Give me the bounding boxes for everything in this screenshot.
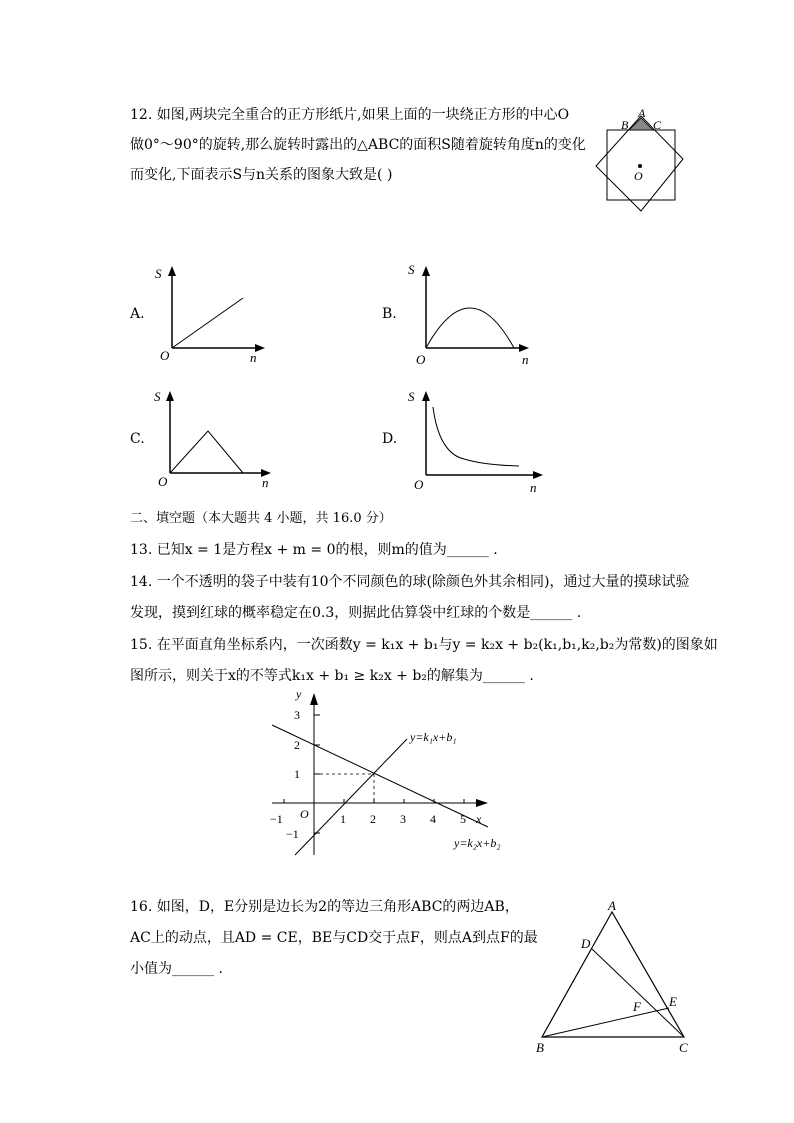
label-B: B — [621, 118, 629, 132]
svg-text:S: S — [154, 389, 161, 404]
option-c-label: C. — [130, 431, 145, 447]
q12-squares-figure — [590, 104, 694, 216]
q16-line-2: AC上的动点，且AD = CE，BE与CD交于点F，则点A到点F的最 — [130, 930, 538, 946]
segment-be — [542, 1008, 669, 1037]
svg-text:F: F — [633, 999, 641, 1014]
option-d-label: D. — [382, 431, 398, 447]
label-O: O — [634, 169, 643, 183]
svg-text:E: E — [669, 994, 677, 1009]
q16-line-1: 16. 如图，D，E分别是边长为2的等边三角形ABC的两边AB， — [130, 899, 519, 915]
svg-text:3: 3 — [400, 812, 406, 826]
svg-text:D: D — [581, 936, 591, 951]
svg-text:y: y — [296, 687, 302, 701]
svg-text:y=k₁x+b₁: y=k₁x+b₁ — [410, 730, 457, 744]
center-point — [638, 164, 642, 168]
svg-text:O: O — [158, 474, 168, 489]
svg-text:C: C — [679, 1040, 688, 1055]
svg-text:n: n — [250, 350, 257, 364]
svg-text:4: 4 — [430, 812, 436, 826]
segment-cd — [592, 949, 684, 1037]
option-b-graph — [404, 262, 534, 368]
svg-text:1: 1 — [340, 812, 346, 826]
q12-line-2: 做0°～90°的旋转,那么旋转时露出的△ABC的面积S随着旋转角度n的变化 — [130, 137, 586, 153]
option-c-graph — [150, 385, 276, 491]
option-b-label: B. — [382, 306, 397, 322]
svg-text:n: n — [262, 475, 269, 490]
svg-text:O: O — [300, 807, 309, 821]
svg-text:−1: −1 — [270, 812, 283, 826]
q16-triangle-figure — [530, 896, 700, 1058]
svg-text:5: 5 — [460, 812, 466, 826]
svg-text:2: 2 — [294, 738, 300, 752]
option-d-graph — [404, 385, 546, 495]
q15-line-2: 图所示，则关于x的不等式k₁x + b₁ ≥ k₂x + b₂的解集为______ . — [130, 668, 534, 684]
q16-line-3: 小值为______ . — [130, 961, 223, 977]
q12-line-3: 而变化,下面表示S与n关系的图象大致是( ) — [130, 167, 393, 183]
svg-text:S: S — [155, 266, 162, 281]
label-C: C — [653, 118, 662, 132]
q14-line-1: 14. 一个不透明的袋子中装有10个不同颜色的球(除颜色外其余相同)，通过大量的摸球试验 — [130, 574, 690, 590]
q12-line-1: 12. 如图,两块完全重合的正方形纸片,如果上面的一块绕正方形的中心O — [130, 107, 570, 123]
svg-text:O: O — [414, 477, 424, 492]
svg-text:n: n — [522, 352, 529, 367]
svg-text:O: O — [416, 352, 426, 367]
q15-coordinate-graph — [262, 685, 532, 860]
svg-text:S: S — [408, 389, 415, 404]
svg-text:−1: −1 — [286, 827, 299, 841]
svg-text:y=k₂x+b₂: y=k₂x+b₂ — [454, 836, 501, 850]
svg-text:1: 1 — [294, 767, 300, 781]
q13-text: 13. 已知x = 1是方程x + m = 0的根，则m的值为______ . — [130, 542, 498, 558]
svg-text:3: 3 — [294, 708, 300, 722]
svg-text:S: S — [408, 262, 415, 277]
svg-text:B: B — [536, 1040, 544, 1055]
svg-text:n: n — [530, 480, 537, 495]
svg-text:A: A — [608, 898, 616, 913]
svg-text:2: 2 — [370, 812, 376, 826]
section-heading: 二、填空题（本大题共 4 小题，共 16.0 分） — [130, 511, 392, 526]
q15-line-1: 15. 在平面直角坐标系内，一次函数y = k₁x + b₁与y = k₂x + b₂(k₁,b₁,k₂,b₂为常数)的图象如 — [130, 637, 718, 653]
label-A: A — [638, 106, 646, 120]
q14-line-2: 发现，摸到红球的概率稳定在0.3，则据此估算袋中红球的个数是______ . — [130, 605, 582, 621]
option-a-graph — [150, 262, 270, 364]
triangle-abc — [542, 912, 684, 1037]
option-a-label: A. — [130, 306, 145, 322]
svg-text:x: x — [476, 812, 482, 826]
svg-text:O: O — [160, 348, 170, 363]
